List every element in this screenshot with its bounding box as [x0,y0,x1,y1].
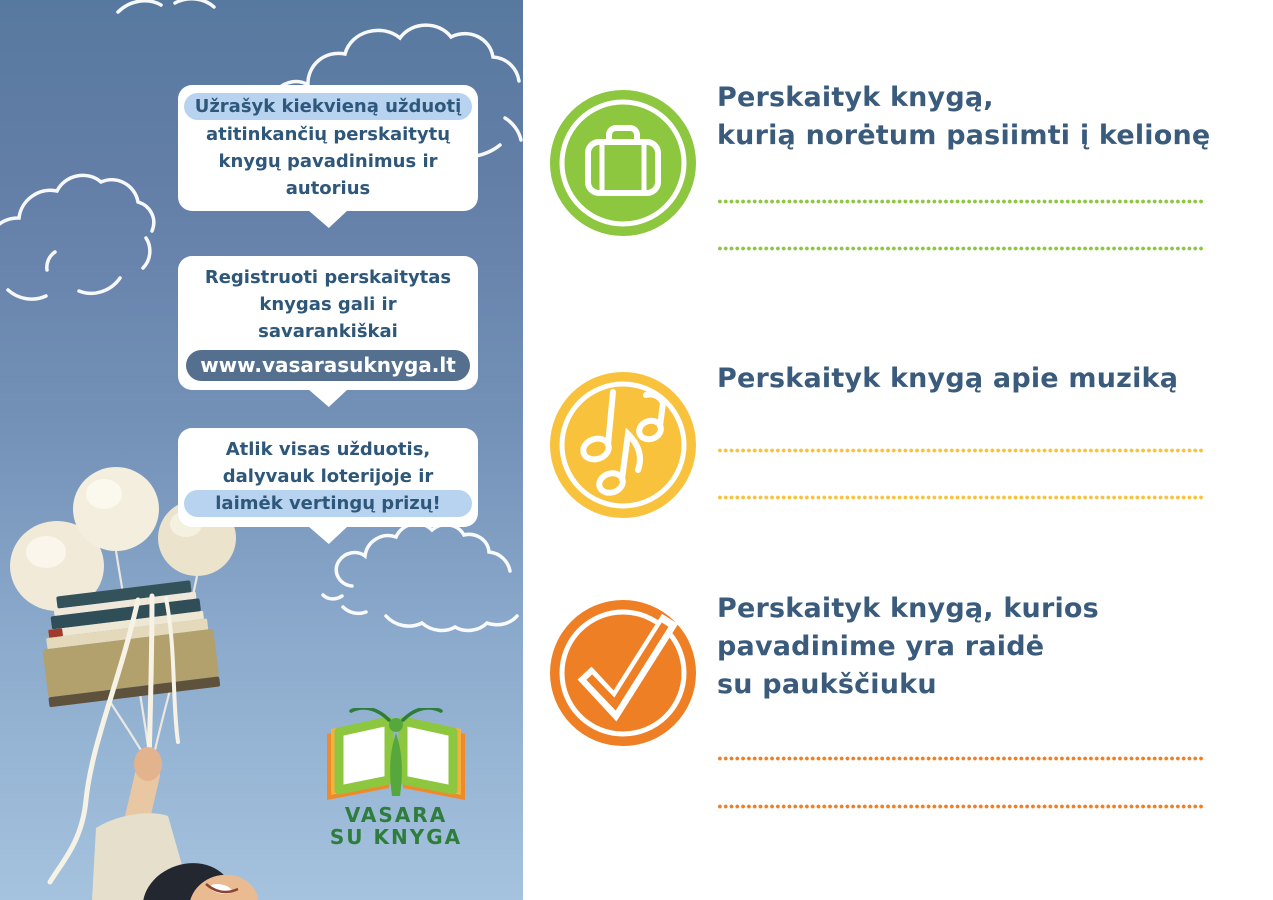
music-notes-icon [550,372,696,518]
open-book-icon [321,708,471,800]
answer-line [717,246,1204,251]
child-figure [92,747,265,900]
logo-title-line2: SU KNYGA [329,825,463,849]
speech-bubble-register: Registruoti perskaitytas knygas gali ir savarankiškai www.vasarasuknyga.lt [178,256,478,390]
speech-bubble-task-log: Užrašyk kiekvieną užduotį atitinkančių perskaitytų knygų pavadinimus ir autorius [178,85,478,211]
answer-line [717,756,1204,761]
answer-line [717,448,1204,453]
photo-panel [0,0,523,900]
suitcase-icon [550,90,696,236]
cloud-outline-middle [323,524,517,631]
website-url-link[interactable]: www.vasarasuknyga.lt [186,350,470,381]
answer-line [717,199,1204,204]
task-2-title: Perskaityk knygą apie muziką [717,363,1179,394]
cloud-outline-left [0,175,154,299]
vasara-su-knyga-logo [316,708,476,848]
checkmark-icon [550,600,696,746]
task-1-title: Perskaityk knygą, kurią norėtum pasiimti į kelionę [717,82,1211,151]
task-3-title: Perskaityk knygą, kurios pavadinime yra raidė su paukščiuku [717,593,1099,700]
speech-bubble-lottery: Atlik visas užduotis, dalyvauk loterijoje ir laimėk vertingų prizų! [178,428,478,527]
tasks-panel [523,0,1273,900]
bubble-highlight: Užrašyk kiekvieną užduotį [184,93,472,120]
answer-line [717,495,1204,500]
bubble-highlight: laimėk vertingų prizų! [184,490,472,517]
logo-title-line1: VASARA [344,803,448,827]
answer-line [717,804,1204,809]
